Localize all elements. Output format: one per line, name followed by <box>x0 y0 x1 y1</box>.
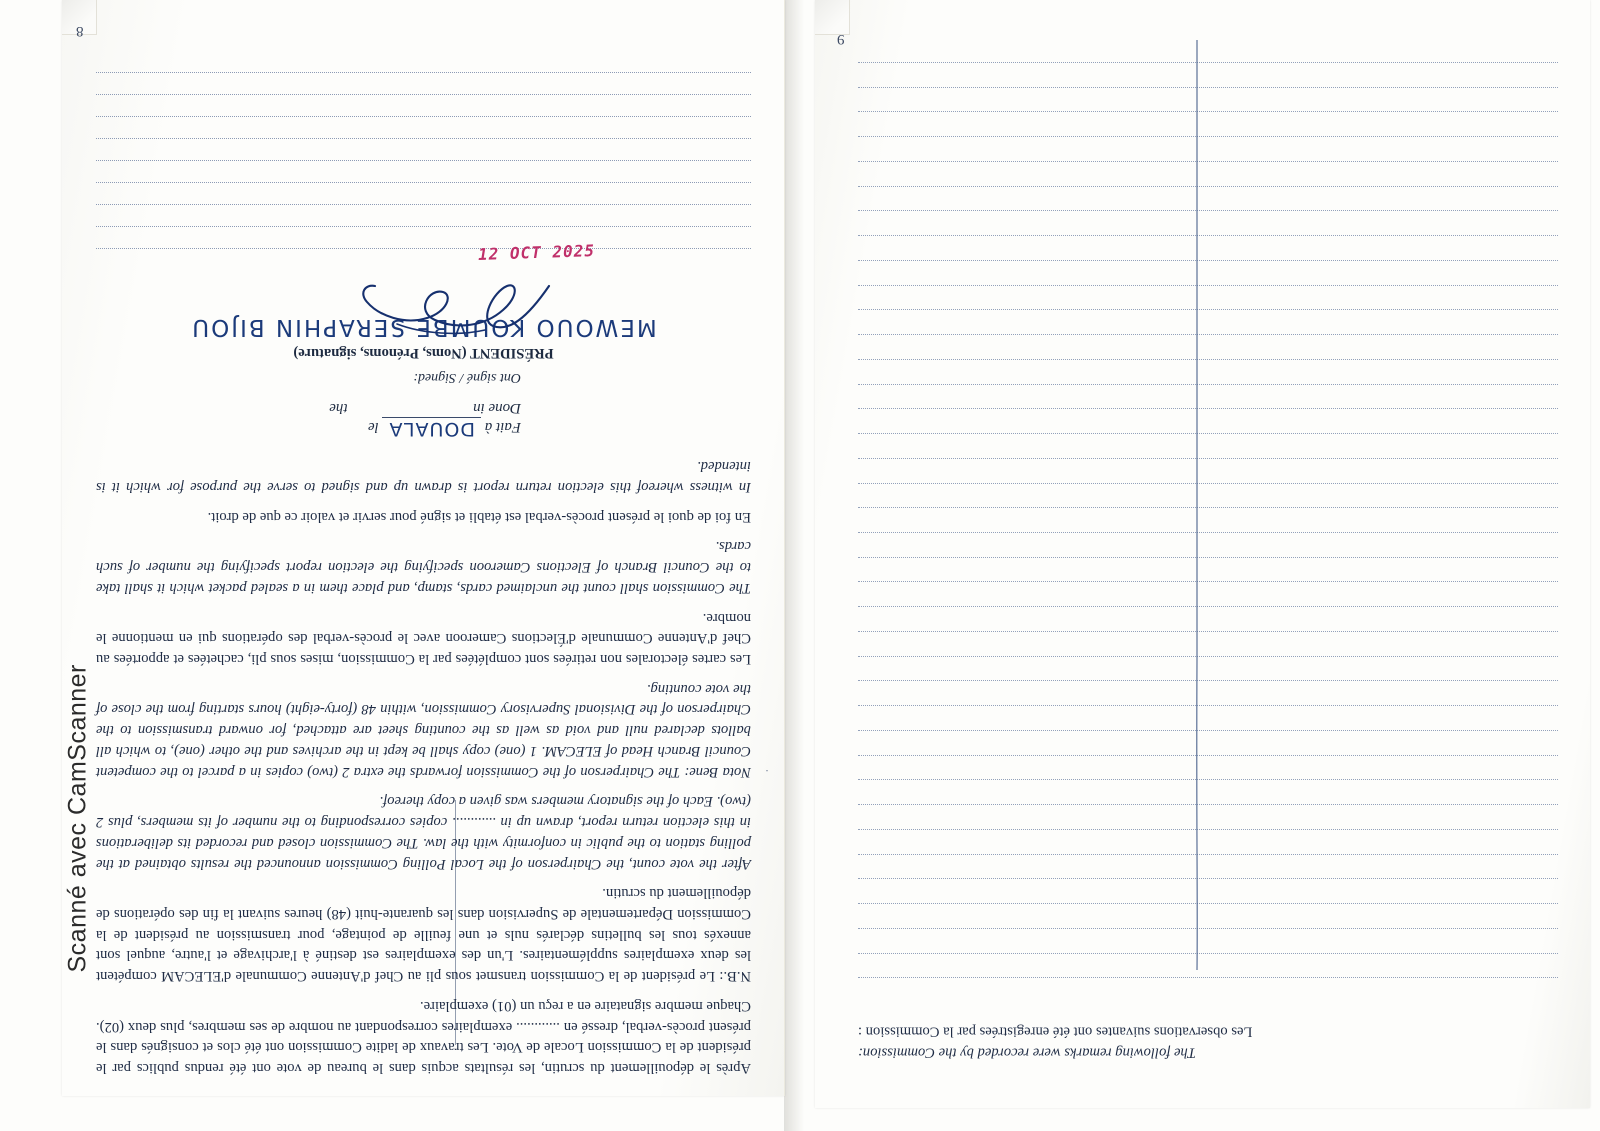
ruled-line <box>858 334 1558 335</box>
signed-label: Ont signé / Signed: <box>413 369 521 385</box>
done-at-label-fr: Fait à <box>484 418 521 435</box>
right-page-caption <box>858 1020 1558 1062</box>
blank-ruled-line <box>96 116 751 138</box>
ruled-line <box>858 483 1558 484</box>
ruled-line <box>858 581 1558 582</box>
done-in-label-en: Done in <box>473 399 521 416</box>
page-corner-fold-right <box>815 0 850 35</box>
ruled-line <box>858 953 1558 954</box>
blank-ruled-line <box>96 160 751 182</box>
ruled-line <box>858 186 1558 187</box>
ruled-line <box>858 111 1558 112</box>
ruled-line <box>858 804 1558 805</box>
blank-ruled-line <box>96 182 751 204</box>
margin-tick-mark: · <box>765 764 769 778</box>
ruled-line <box>858 62 1558 63</box>
ruled-line <box>858 433 1558 434</box>
ruled-line <box>858 359 1558 360</box>
remarks-caption-en: The following remarks were recorded by the Commission: <box>858 1044 1196 1061</box>
ruled-line <box>858 656 1558 657</box>
paragraph-after-count-fr: Après le dépouillement du scrutin, les résultats acquis dans le bureau de vote ont été rendus publics par le président de la Commission Locale de Vote. Les travaux de ladite Commission ont été clos et consignés dans le présent procès-verbal, dressé en ............ exemplaires correspondant au nombre de ses membres, plus deux (02). Chaque membre signataire en a reçu un (01) exemplaire. <box>96 997 751 1076</box>
ruled-line <box>858 136 1558 137</box>
ruled-line <box>858 680 1558 681</box>
ruled-line <box>858 878 1558 879</box>
ruled-line <box>858 606 1558 607</box>
ruled-line <box>858 631 1558 632</box>
ruled-line <box>858 235 1558 236</box>
ruled-line <box>858 705 1558 706</box>
ruled-line <box>858 779 1558 780</box>
ruled-line <box>858 507 1558 508</box>
ruled-line <box>858 87 1558 88</box>
ruled-line <box>858 829 1558 830</box>
ruled-line <box>858 854 1558 855</box>
left-page-number: 8 <box>76 23 84 39</box>
ruled-line <box>858 384 1558 385</box>
president-signature-block <box>96 270 751 361</box>
president-name: MEWOUO KOUMBE SERAPHIN BIJOU <box>190 313 657 340</box>
done-at-date-label-en: the <box>329 399 348 416</box>
ruled-line <box>858 532 1558 533</box>
ruled-line <box>858 557 1558 558</box>
paragraph-witness-fr: En foi de quoi le présent procès-verbal est établi et signé pour servir et valoir ce que de droit. <box>207 508 751 525</box>
ruled-line <box>858 210 1558 211</box>
paragraph-unclaimed-cards-en: The Commission shall count the unclaimed cards, stamp, and place them in a sealed packet which it shall take to the Council Branch of Elections Cameroon specifying the election report specifying the number of such cards. <box>96 538 751 596</box>
ruled-line <box>858 977 1558 978</box>
ruled-line <box>858 903 1558 904</box>
camscanner-watermark: Scanné avec CamScanner <box>63 664 92 973</box>
blank-ruled-line <box>96 248 751 270</box>
ruled-line <box>858 408 1558 409</box>
blank-ruled-line <box>96 72 751 94</box>
paragraph-nota-bene-en: Nota Bene: The Chairperson of the Commission forwards the extra 2 (two) copies in a parcel to the competent Council Branch Head of ELECAM. 1 (one) copy shall be kept in the archives and the other (one), to which all ballots declared null and void as well as the counting sheet are attached, for onward transmission to the Chairperson of the Divisional Supervisory Commission, within 48 (forty-eight) hours starting from the close of the vote counting. <box>96 680 751 780</box>
ruled-line <box>858 285 1558 286</box>
ruled-line <box>858 309 1558 310</box>
ruled-line <box>858 928 1558 929</box>
left-page-content <box>96 18 769 1078</box>
ruled-line <box>858 260 1558 261</box>
date-stamp: 12 OCT 2025 <box>477 240 596 264</box>
done-at-city: DOUALA <box>382 417 481 440</box>
ruled-line <box>858 755 1558 756</box>
page-gutter-shadow <box>784 0 818 1131</box>
paragraph-unclaimed-cards-fr: Les cartes électorales non retirées sont complétées par la Commission, mises sous pli, cachetées et apportées au Chef d'Antenne Communale d'Élections Cameroon avec le procès-verbal des opérations qui en mentionne le nombre. <box>96 609 751 668</box>
paragraph-nb-fr: N.B.: Le président de la Commission transmet sous pli au Chef d'Antenne Communale d'ELECAM compétent les deux exemplaires supplémentaires. L'un des exemplaires est destiné à l'archivage et l'autre, auquel sont annexés tous les bulletins déclarés nuls et une feuille de pointage, pour transmission au président de la Commission Départementale de Supervision dans les quarante-huit (48) heures suivant la fin des opérations de dépouillement du scrutin. <box>96 885 751 985</box>
done-at-date-label-fr: le <box>367 418 379 435</box>
blank-ruled-line <box>96 94 751 116</box>
ruled-line <box>858 458 1558 459</box>
right-page-crease <box>1196 40 1198 970</box>
ruled-line <box>858 161 1558 162</box>
right-page-ruled-lines <box>858 62 1558 1002</box>
paragraph-witness-en: In witness whereof this election return report is drawn up and signed to serve the purpose for which it is intended. <box>96 458 751 496</box>
ruled-line <box>858 730 1558 731</box>
blank-ruled-line <box>96 138 751 160</box>
president-label: PRÉSIDENT (Noms, Prénoms, signature) <box>293 344 554 361</box>
left-page-blank-lines <box>96 72 751 270</box>
blank-ruled-line <box>96 226 751 248</box>
blank-ruled-line <box>96 204 751 226</box>
remarks-caption-fr: Les observations suivantes ont été enregistrées par la Commission : <box>858 1023 1253 1040</box>
paragraph-after-count-en: After the vote count, the Chairperson of the Local Polling Commission announced the results obtained at the polling station to the public in conformity with the law. The Commission closed and recorded its deliberations in this election return report, drawn up in ............ copies corresponding to the number of its members, plus 2 (two). Each of the signatory members was given a copy thereof. <box>96 793 751 872</box>
right-page-number: 9 <box>837 31 845 47</box>
